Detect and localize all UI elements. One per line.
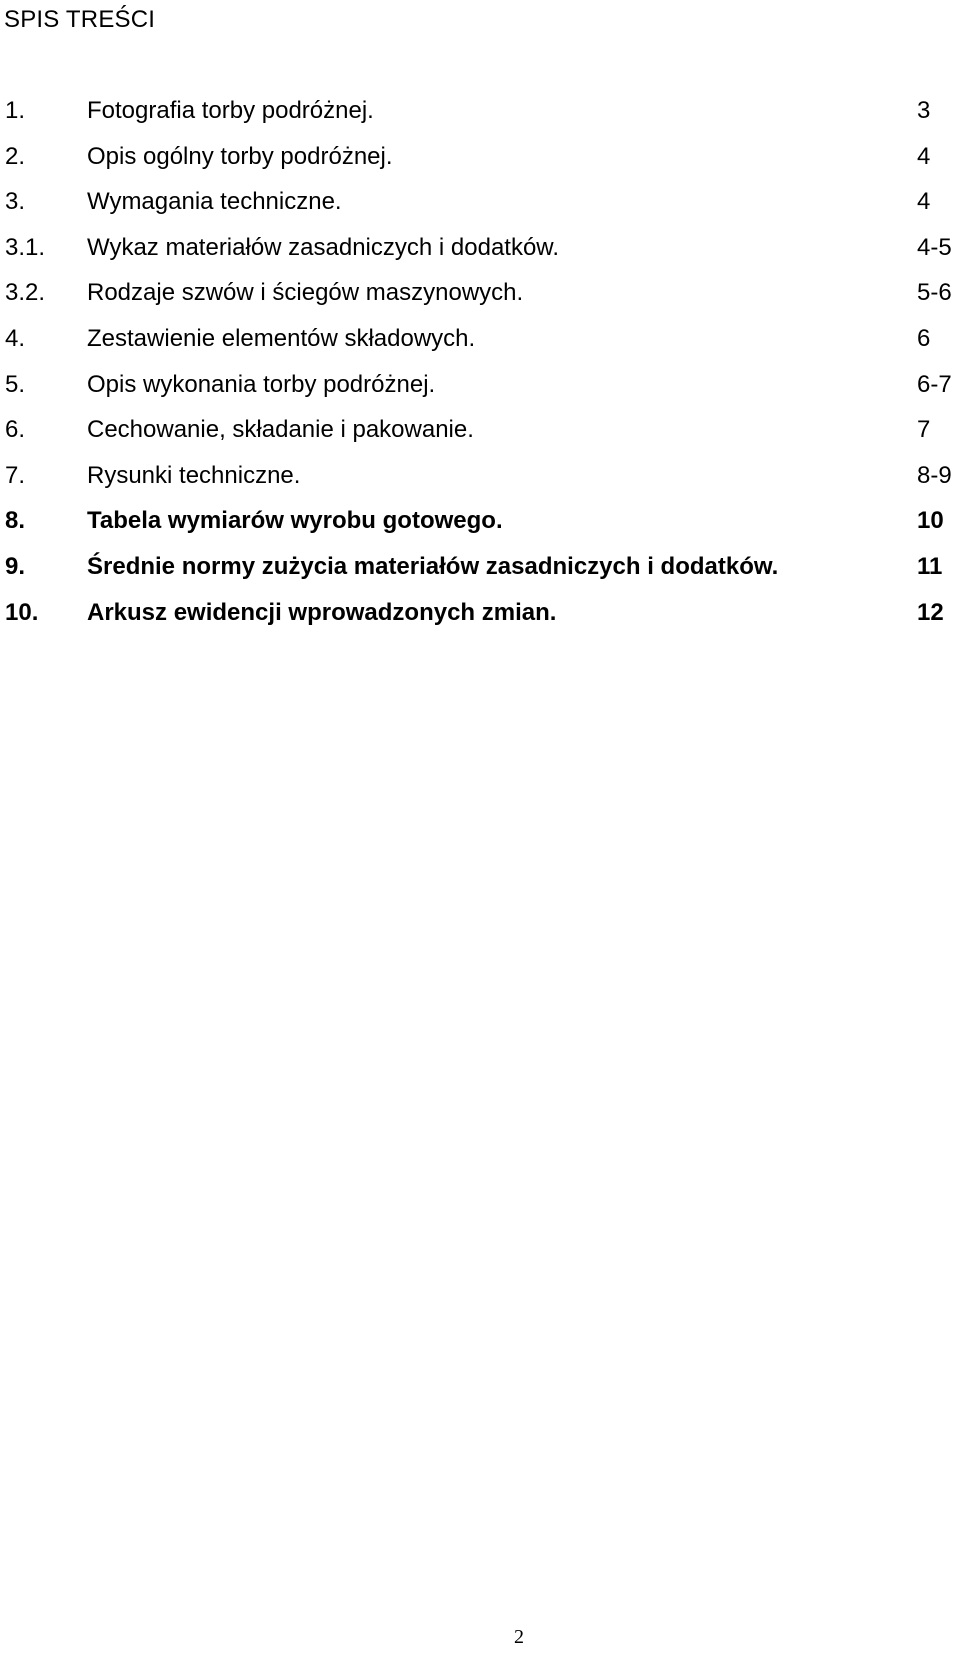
toc-entry[interactable] [0, 179, 960, 225]
toc-entry-number: 8. [5, 507, 26, 535]
toc-entry-title: Wymagania techniczne. [87, 188, 342, 216]
toc-entry-number: 2. [5, 142, 26, 170]
page-title: SPIS TREŚCI [4, 6, 156, 33]
toc-entry-number: 1. [5, 97, 26, 124]
toc-entry-number: 9. [5, 552, 26, 580]
toc-entry[interactable] [0, 88, 960, 134]
toc-entry-title: Cechowanie, składanie i pakowanie. [87, 416, 474, 444]
toc-entry[interactable] [0, 134, 960, 180]
toc-entry-page: 6 [917, 324, 931, 352]
toc-entry-title: Tabela wymiarów wyrobu gotowego. [87, 507, 503, 535]
toc-entry-title: Arkusz ewidencji wprowadzonych zmian. [87, 598, 557, 626]
toc-entry-page: 11 [917, 552, 943, 580]
toc-entry[interactable] [0, 407, 960, 453]
toc-entry[interactable] [0, 498, 960, 544]
toc-entry[interactable] [0, 362, 960, 408]
toc-entry-page: 4-5 [917, 233, 952, 261]
toc-entry-page: 5-6 [917, 279, 952, 307]
page-number: 2 [514, 1626, 524, 1648]
toc-entry-title: Rysunki techniczne. [87, 461, 301, 489]
table-of-contents [0, 88, 960, 635]
toc-entry-page: 4 [917, 142, 931, 170]
toc-entry-number: 3. [5, 188, 26, 216]
toc-entry-title: Wykaz materiałów zasadniczych i dodatków. [87, 233, 559, 261]
toc-entry-number: 10. [5, 598, 39, 626]
toc-entry-title: Średnie normy zużycia materiałów zasadniczych i dodatków. [87, 552, 779, 580]
toc-entry-title: Opis wykonania torby podróżnej. [87, 370, 436, 398]
toc-entry-title: Opis ogólny torby podróżnej. [87, 142, 393, 170]
toc-entry-page: 8-9 [917, 461, 952, 489]
toc-entry-title: Fotografia torby podróżnej. [87, 97, 374, 124]
toc-entry-page: 7 [917, 416, 931, 444]
toc-entry-page: 6-7 [917, 370, 952, 398]
toc-entry-page: 3 [917, 97, 931, 124]
toc-entry-page: 10 [917, 507, 944, 535]
toc-entry-page: 4 [917, 188, 931, 216]
toc-entry-number: 3.2. [5, 279, 46, 307]
toc-entry[interactable] [0, 590, 960, 636]
toc-entry-number: 6. [5, 416, 26, 444]
toc-entry[interactable] [0, 270, 960, 316]
toc-entry[interactable] [0, 225, 960, 271]
toc-entry[interactable] [0, 544, 960, 590]
toc-entry-number: 4. [5, 324, 26, 352]
toc-entry[interactable] [0, 453, 960, 499]
toc-entry-number: 3.1. [5, 233, 46, 261]
toc-entry[interactable] [0, 316, 960, 362]
toc-entry-page: 12 [917, 598, 944, 626]
toc-entry-number: 5. [5, 370, 26, 398]
toc-entry-title: Zestawienie elementów składowych. [87, 324, 476, 352]
toc-entry-number: 7. [5, 461, 26, 489]
toc-entry-title: Rodzaje szwów i ściegów maszynowych. [87, 279, 524, 307]
